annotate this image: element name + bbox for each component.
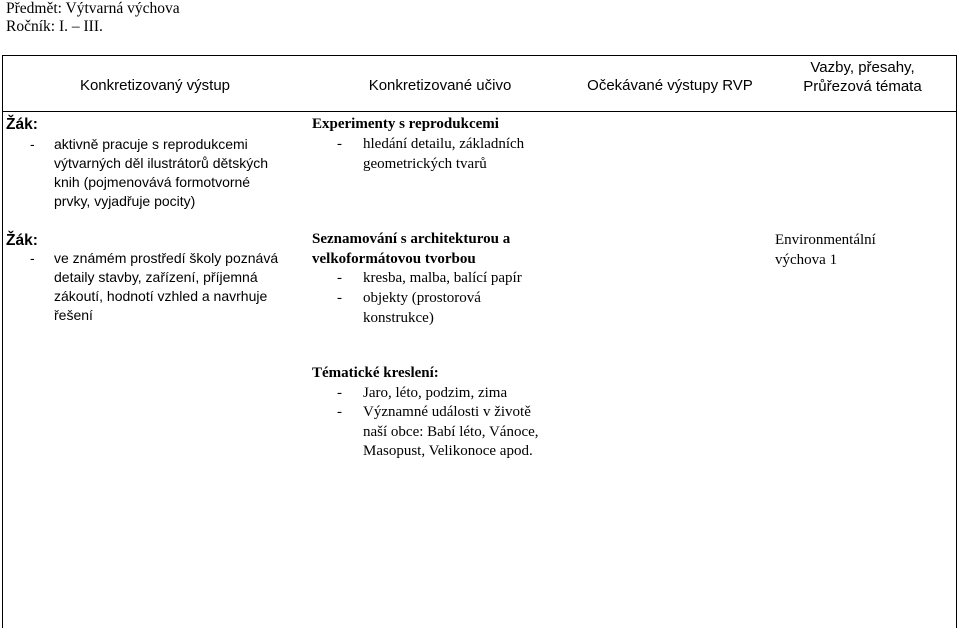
row2-topic-item-2: objekty (prostorová konstrukce) bbox=[363, 290, 481, 326]
column-header-content: Konkretizované učivo bbox=[368, 77, 512, 94]
column-header-rvp: Očekávané výstupy RVP bbox=[587, 77, 753, 94]
row2-cross-topic: Environmentální výchova 1 bbox=[775, 232, 876, 268]
row3-topic-item-1: Jaro, léto, podzim, zima bbox=[363, 385, 508, 401]
row3-topic-item-2: Významné události v životě naší obce: Babí léto, Vánoce, Masopust, Velikonoce apod. bbox=[363, 404, 539, 459]
row1-bullet: - bbox=[30, 136, 35, 152]
row3-topic-bullet-1: - bbox=[337, 385, 342, 401]
subject-label: Předmět: Výtvarná výchova bbox=[6, 0, 180, 17]
row2-topic-bullet-1: - bbox=[337, 270, 342, 286]
header-divider bbox=[2, 111, 957, 112]
grade-label: Ročník: I. – III. bbox=[6, 18, 103, 35]
row2-topic-bullet-2: - bbox=[337, 290, 342, 306]
row1-pupil-label: Žák: bbox=[6, 116, 38, 133]
column-header-outcome: Konkretizovaný výstup bbox=[79, 77, 231, 94]
row1-topic-bullet: - bbox=[337, 136, 342, 152]
row1-topic-items: hledání detailu, základních geometrických tvarů bbox=[363, 136, 525, 172]
row3-topic-bullet-2: - bbox=[337, 404, 342, 420]
column-header-links: Vazby, přesahy, Průřezová témata bbox=[803, 59, 922, 95]
row1-topic-title: Experimenty s reprodukcemi bbox=[312, 116, 499, 132]
row2-bullet: - bbox=[30, 250, 35, 266]
row2-outcome-text: ve známém prostředí školy poznává detaily stavby, zařízení, příjemná zákoutí, hodnotí vzhled a navrhuje řešení bbox=[54, 250, 279, 323]
row2-topic-title: Seznamování s architekturou a velkoformátovou tvorbou bbox=[312, 231, 511, 267]
row3-topic-title: Tématické kreslení: bbox=[312, 365, 439, 381]
row2-topic-item-1: kresba, malba, balící papír bbox=[363, 270, 522, 286]
row2-pupil-label: Žák: bbox=[6, 232, 38, 249]
row1-outcome-text: aktivně pracuje s reprodukcemi výtvarných děl ilustrátorů dětských knih (pojmenovává formotvorné prvky, vyjadřuje pocity) bbox=[54, 136, 268, 209]
